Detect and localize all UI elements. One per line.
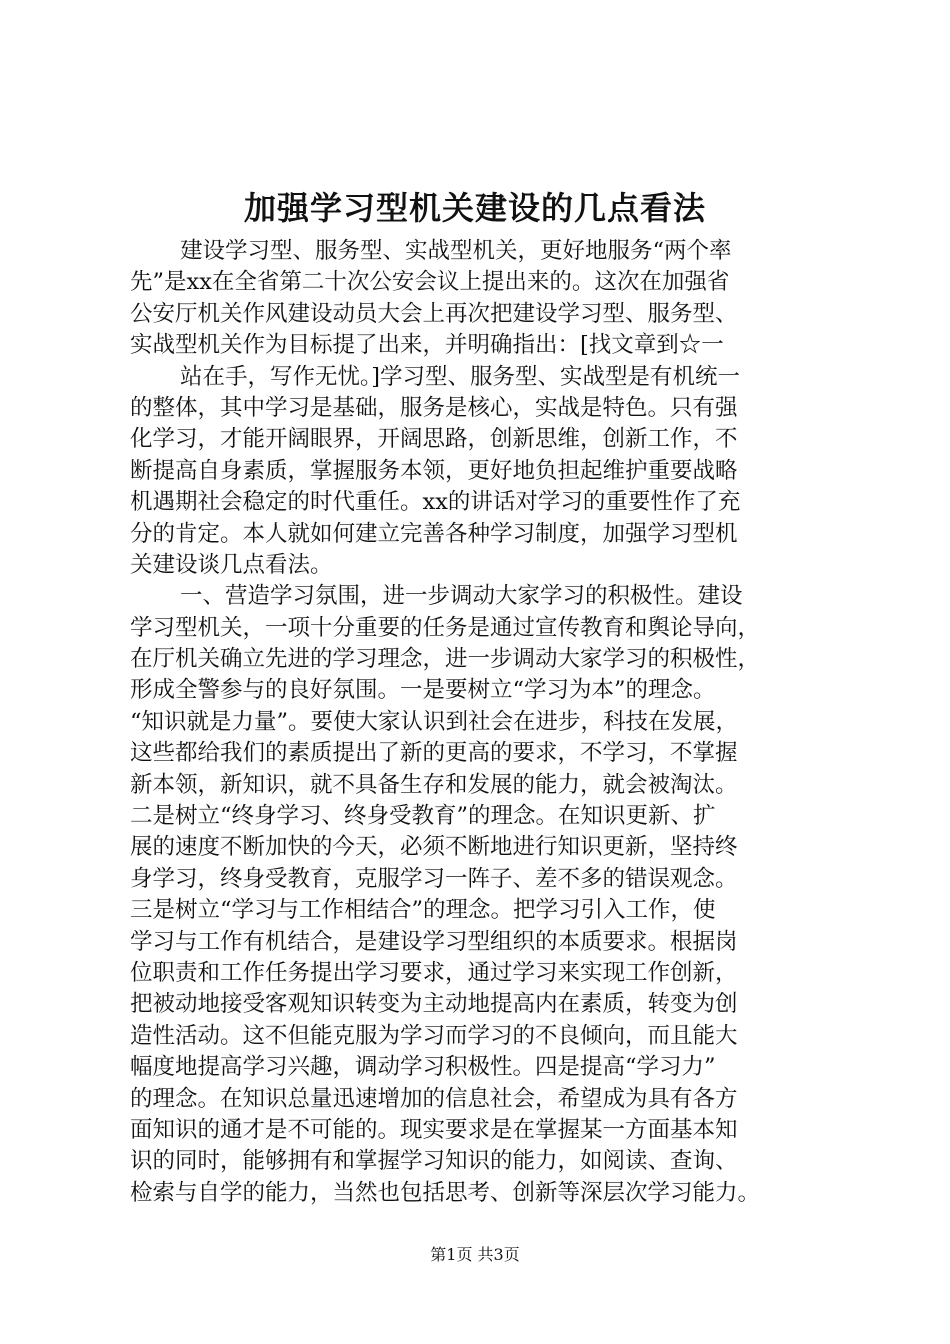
text-line: 这些都给我们的素质提出了新的更高的要求，不学习，不掌握 bbox=[130, 740, 738, 767]
text-line: 关建设谈几点看法。 bbox=[130, 551, 333, 578]
text-line: 站在手，写作无忧。]学习型、服务型、实战型是有机统一 bbox=[180, 363, 741, 390]
document-body bbox=[130, 236, 830, 1209]
text-line: “知识就是力量”。要使大家认识到社会在进步，科技在发展， bbox=[130, 708, 739, 735]
text-line: 位职责和工作任务提出学习要求，通过学习来实现工作创新， bbox=[130, 959, 738, 986]
text-line: 的整体，其中学习是基础，服务是核心，实战是特色。只有强 bbox=[130, 394, 738, 421]
text-line: 识的同时，能够拥有和掌握学习知识的能力，如阅读、查询、 bbox=[130, 1148, 738, 1175]
text-line: 新本领，新知识，就不具备生存和发展的能力，就会被淘汰。 bbox=[130, 771, 738, 798]
page-footer: 第1页 共3页 bbox=[430, 1245, 520, 1264]
text-line: 造性活动。这不但能克服为学习而学习的不良倾向，而且能大 bbox=[130, 1022, 738, 1049]
document-title: 加强学习型机关建设的几点看法 bbox=[243, 189, 706, 227]
text-line: 的理念。在知识总量迅速增加的信息社会，希望成为具有各方 bbox=[130, 1085, 738, 1112]
text-line: 分的肯定。本人就如何建立完善各种学习制度，加强学习型机 bbox=[130, 520, 738, 547]
text-line: 展的速度不断加快的今天，必须不断地进行知识更新，坚持终 bbox=[130, 834, 738, 861]
text-line: 二是树立“终身学习、终身受教育”的理念。在知识更新、扩 bbox=[130, 803, 716, 830]
text-line: 检索与自学的能力，当然也包括思考、创新等深层次学习能力。 bbox=[130, 1179, 761, 1206]
text-line: 在厅机关确立先进的学习理念，进一步调动大家学习的积极性， bbox=[130, 646, 761, 673]
text-line: 形成全警参与的良好氛围。一是要树立“学习为本”的理念。 bbox=[130, 677, 716, 704]
text-line: 学习与工作有机结合，是建设学习型组织的本质要求。根据岗 bbox=[130, 928, 738, 955]
text-line: 把被动地接受客观知识转变为主动地提高内在素质，转变为创 bbox=[130, 991, 738, 1018]
text-line: 化学习，才能开阔眼界，开阔思路，创新思维，创新工作，不 bbox=[130, 426, 738, 453]
text-line: 断提高自身素质，掌握服务本领，更好地负担起维护重要战略 bbox=[130, 457, 738, 484]
text-line: 幅度地提高学习兴趣，调动学习积极性。四是提高“学习力” bbox=[130, 1054, 716, 1081]
text-line: 机遇期社会稳定的时代重任。xx的讲话对学习的重要性作了充 bbox=[130, 489, 741, 516]
text-line: 学习型机关，一项十分重要的任务是通过宣传教育和舆论导向， bbox=[130, 614, 761, 641]
text-line: 建设学习型、服务型、实战型机关，更好地服务“两个率 bbox=[180, 238, 732, 264]
text-line: 先”是xx在全省第二十次公安会议上提出来的。这次在加强省 bbox=[130, 269, 730, 296]
text-line: 公安厅机关作风建设动员大会上再次把建设学习型、服务型、 bbox=[130, 300, 738, 327]
text-line: 三是树立“学习与工作相结合”的理念。把学习引入工作，使 bbox=[130, 897, 716, 924]
text-line: 身学习，终身受教育，克服学习一阵子、差不多的错误观念。 bbox=[130, 865, 738, 892]
text-line: 面知识的通才是不可能的。现实要求是在掌握某一方面基本知 bbox=[130, 1116, 738, 1143]
text-line: 一、营造学习氛围，进一步调动大家学习的积极性。建设 bbox=[180, 583, 743, 610]
text-line: 实战型机关作为目标提了出来，并明确指出：[找文章到☆一 bbox=[130, 332, 724, 359]
